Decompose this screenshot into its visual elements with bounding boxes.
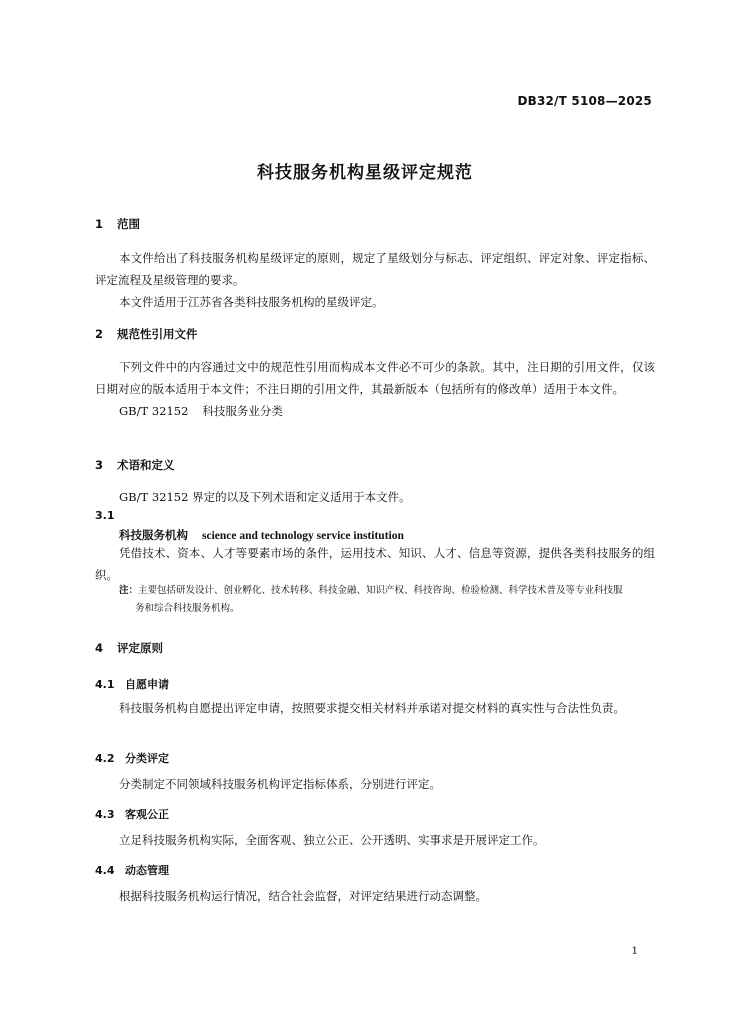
subsection-4-2-body — [95, 773, 655, 795]
term-note — [119, 582, 655, 618]
subsection-title: 分类评定 — [125, 752, 169, 765]
subsection-4-1-heading — [95, 676, 169, 692]
standard-number: DB32/T 5108—2025 — [517, 94, 652, 108]
section-number: 1 — [95, 217, 104, 231]
term-english: science and technology service institution — [202, 530, 404, 542]
paragraph: GB/T 32152 界定的以及下列术语和定义适用于本文件。 — [119, 490, 411, 504]
note-text-continued: 务和综合科技服务机构。 — [135, 603, 240, 614]
page-number: 1 — [631, 946, 638, 957]
section-title: 术语和定义 — [117, 458, 175, 472]
section-1-body — [95, 247, 655, 313]
paragraph: 本文件适用于江苏省各类科技服务机构的星级评定。 — [119, 295, 384, 309]
reference-title: 科技服务业分类 — [202, 404, 283, 418]
subsection-title: 自愿申请 — [125, 678, 169, 691]
note-text: 主要包括研发设计、创业孵化、技术转移、科技金融、知识产权、科技咨询、检验检测、科学技术普及等专业科技服 — [138, 585, 623, 596]
section-2-body — [95, 356, 655, 422]
section-3-heading — [95, 457, 175, 473]
paragraph: 凭借技术、资本、人才等要素市场的条件，运用技术、知识、人才、信息等资源，提供各类科技服务的组织。 — [95, 546, 655, 582]
document-title: 科技服务机构星级评定规范 — [257, 163, 473, 183]
section-number: 3 — [95, 458, 104, 472]
paragraph: 根据科技服务机构运行情况，结合社会监督，对评定结果进行动态调整。 — [119, 889, 487, 903]
subsection-4-3-body — [95, 829, 655, 851]
section-number: 2 — [95, 327, 104, 341]
section-title: 评定原则 — [117, 641, 163, 655]
paragraph: 下列文件中的内容通过文中的规范性引用而构成本文件必不可少的条款。其中，注日期的引用文件，仅该日期对应的版本适用于本文件；不注日期的引用文件，其最新版本（包括所有的修改单）适用于本文件。 — [95, 360, 655, 396]
subsection-4-4-body — [95, 885, 655, 907]
paragraph: 分类制定不同领域科技服务机构评定指标体系，分别进行评定。 — [119, 777, 441, 791]
paragraph: 立足科技服务机构实际，全面客观、独立公正、公开透明、实事求是开展评定工作。 — [119, 833, 545, 847]
subsection-number: 4.3 — [95, 808, 115, 821]
section-2-heading — [95, 326, 198, 342]
section-title: 范围 — [117, 217, 140, 231]
paragraph: 本文件给出了科技服务机构星级评定的原则，规定了星级划分与标志、评定组织、评定对象、评定指标、评定流程及星级管理的要求。 — [95, 251, 655, 287]
section-4-heading — [95, 640, 163, 656]
paragraph: 科技服务机构自愿提出评定申请，按照要求提交相关材料并承诺对提交材料的真实性与合法性负责。 — [119, 701, 625, 715]
subsection-4-1-body — [95, 697, 655, 719]
term-definition — [95, 542, 655, 586]
subsection-title: 动态管理 — [125, 864, 169, 877]
subsection-number: 4.2 — [95, 752, 115, 765]
section-3-intro — [95, 486, 655, 508]
subsection-4-2-heading — [95, 750, 169, 766]
term-chinese: 科技服务机构 — [119, 528, 188, 542]
section-1-heading — [95, 216, 140, 232]
section-number: 4 — [95, 641, 104, 655]
term-number: 3.1 — [95, 509, 115, 522]
note-label: 注： — [119, 585, 139, 596]
subsection-number: 4.4 — [95, 864, 115, 877]
reference-code: GB/T 32152 — [119, 404, 189, 418]
subsection-number: 4.1 — [95, 678, 115, 691]
normative-reference — [95, 400, 655, 422]
term-heading — [119, 527, 404, 543]
subsection-title: 客观公正 — [125, 808, 169, 821]
subsection-4-4-heading — [95, 862, 169, 878]
section-title: 规范性引用文件 — [117, 327, 198, 341]
subsection-4-3-heading — [95, 806, 169, 822]
